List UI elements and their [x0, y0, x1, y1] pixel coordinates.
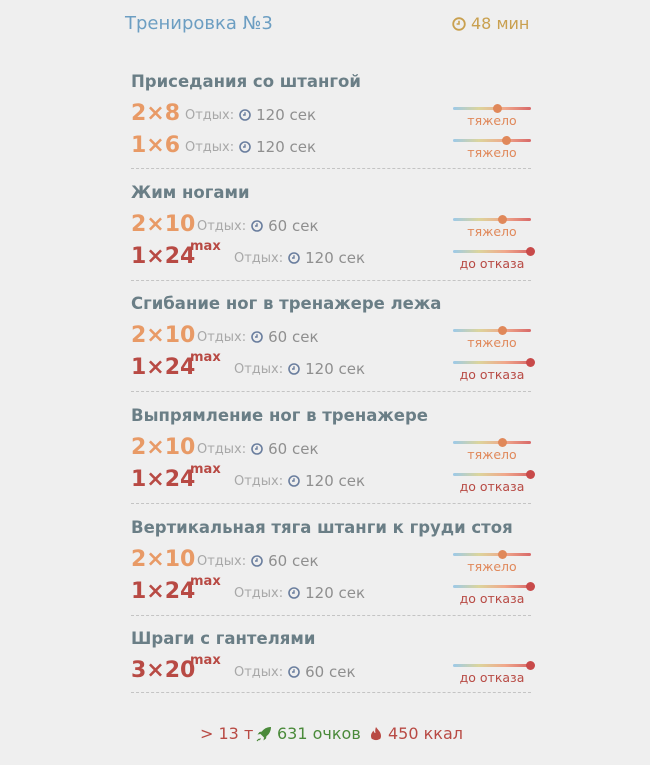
intensity-track	[453, 250, 531, 253]
intensity-label: тяжело	[467, 447, 517, 462]
intensity-track	[453, 139, 531, 142]
tonnage-value: > 13 т	[200, 724, 254, 743]
workout-duration	[452, 14, 529, 33]
max-badge: max	[190, 574, 221, 589]
set-row	[131, 653, 531, 687]
duration-value: 48 мин	[471, 14, 530, 33]
page-title: Тренировка №3	[125, 13, 273, 34]
tonnage-summary	[200, 724, 253, 743]
intensity-knob[interactable]	[526, 661, 535, 670]
clock-icon	[251, 555, 263, 567]
exercise-name: Приседания со штангой	[131, 72, 361, 91]
intensity-indicator[interactable]	[453, 470, 533, 496]
max-badge: max	[190, 653, 221, 668]
intensity-track	[453, 664, 531, 667]
flame-icon	[369, 726, 383, 742]
rest-label: Отдых:	[197, 553, 247, 569]
rest-info	[197, 217, 319, 235]
clock-icon	[288, 252, 300, 264]
intensity-label: до отказа	[459, 479, 525, 494]
set-row	[131, 462, 531, 496]
kcal-value: 450 ккал	[388, 724, 463, 743]
rest-info	[234, 249, 365, 267]
intensity-knob[interactable]	[526, 358, 535, 367]
intensity-indicator[interactable]	[453, 104, 533, 130]
rest-value: 60 сек	[268, 440, 319, 458]
set-row	[131, 100, 531, 130]
intensity-label: до отказа	[459, 670, 525, 685]
divider	[131, 391, 531, 392]
rest-value: 120 сек	[305, 472, 366, 490]
divider	[131, 615, 531, 616]
rest-info	[197, 328, 319, 346]
set-row	[131, 239, 531, 273]
intensity-knob[interactable]	[526, 247, 535, 256]
rest-value: 60 сек	[268, 217, 319, 235]
workout-summary	[0, 720, 650, 750]
set-reps: 2×8	[131, 101, 181, 126]
intensity-knob[interactable]	[502, 136, 511, 145]
intensity-track	[453, 218, 531, 221]
set-row	[131, 132, 531, 162]
points-value: 631 очков	[277, 724, 361, 743]
rest-value: 120 сек	[305, 249, 366, 267]
intensity-indicator[interactable]	[453, 582, 533, 608]
exercise-name: Выпрямление ног в тренажере	[131, 406, 428, 425]
clock-icon	[288, 666, 300, 678]
rest-label: Отдых:	[234, 361, 284, 377]
rest-info	[234, 360, 365, 378]
exercise-name: Вертикальная тяга штанги к груди стоя	[131, 518, 513, 537]
rest-info	[234, 472, 365, 490]
exercise-name: Жим ногами	[131, 183, 250, 202]
rest-info	[185, 106, 316, 124]
points-summary	[256, 724, 361, 743]
intensity-indicator[interactable]	[453, 136, 533, 162]
intensity-knob[interactable]	[498, 326, 507, 335]
rest-label: Отдых:	[234, 585, 284, 601]
clock-icon	[452, 17, 466, 31]
rest-label: Отдых:	[234, 473, 284, 489]
intensity-track	[453, 553, 531, 556]
intensity-track	[453, 329, 531, 332]
set-row	[131, 322, 531, 352]
intensity-label: до отказа	[459, 591, 525, 606]
clock-icon	[251, 220, 263, 232]
intensity-knob[interactable]	[498, 215, 507, 224]
set-reps: 2×10	[131, 547, 196, 572]
rocket-icon	[256, 726, 272, 742]
intensity-indicator[interactable]	[453, 215, 533, 241]
clock-icon	[288, 587, 300, 599]
rest-label: Отдых:	[234, 664, 284, 680]
intensity-track	[453, 361, 531, 364]
intensity-label: тяжело	[467, 335, 517, 350]
rest-info	[197, 552, 319, 570]
intensity-knob[interactable]	[498, 550, 507, 559]
rest-value: 60 сек	[305, 663, 356, 681]
rest-value: 60 сек	[268, 552, 319, 570]
rest-info	[234, 584, 365, 602]
set-reps: 1×24	[131, 467, 196, 492]
rest-info	[185, 138, 316, 156]
divider	[131, 503, 531, 504]
set-reps: 1×24	[131, 355, 196, 380]
clock-icon	[288, 363, 300, 375]
rest-value: 120 сек	[256, 138, 317, 156]
rest-label: Отдых:	[185, 139, 235, 155]
rest-label: Отдых:	[197, 218, 247, 234]
intensity-indicator[interactable]	[453, 550, 533, 576]
exercise-name: Шраги с гантелями	[131, 629, 316, 648]
set-row	[131, 434, 531, 464]
rest-value: 120 сек	[256, 106, 317, 124]
intensity-knob[interactable]	[526, 582, 535, 591]
rest-label: Отдых:	[197, 329, 247, 345]
intensity-label: тяжело	[467, 559, 517, 574]
intensity-track	[453, 107, 531, 110]
rest-label: Отдых:	[185, 107, 235, 123]
set-reps: 2×10	[131, 323, 196, 348]
set-row	[131, 350, 531, 384]
set-row	[131, 211, 531, 241]
set-reps: 1×24	[131, 244, 196, 269]
intensity-track	[453, 585, 531, 588]
divider	[131, 168, 531, 169]
intensity-indicator[interactable]	[453, 326, 533, 352]
max-badge: max	[190, 350, 221, 365]
intensity-knob[interactable]	[526, 470, 535, 479]
rest-value: 120 сек	[305, 360, 366, 378]
divider	[131, 692, 531, 693]
intensity-label: тяжело	[467, 145, 517, 160]
intensity-knob[interactable]	[498, 438, 507, 447]
intensity-track	[453, 441, 531, 444]
clock-icon	[239, 141, 251, 153]
rest-value: 120 сек	[305, 584, 366, 602]
intensity-label: до отказа	[459, 367, 525, 382]
intensity-label: тяжело	[467, 113, 517, 128]
max-badge: max	[190, 239, 221, 254]
rest-label: Отдых:	[234, 250, 284, 266]
divider	[131, 280, 531, 281]
set-reps: 2×10	[131, 212, 196, 237]
intensity-label: тяжело	[467, 224, 517, 239]
intensity-indicator[interactable]	[453, 438, 533, 464]
workout-header	[0, 0, 650, 50]
rest-label: Отдых:	[197, 441, 247, 457]
clock-icon	[288, 475, 300, 487]
intensity-indicator[interactable]	[453, 247, 533, 273]
intensity-knob[interactable]	[493, 104, 502, 113]
clock-icon	[251, 443, 263, 455]
intensity-track	[453, 473, 531, 476]
rest-value: 60 сек	[268, 328, 319, 346]
max-badge: max	[190, 462, 221, 477]
set-reps: 1×6	[131, 133, 181, 158]
intensity-indicator[interactable]	[453, 358, 533, 384]
set-row	[131, 574, 531, 608]
intensity-label: до отказа	[459, 256, 525, 271]
exercise-name: Сгибание ног в тренажере лежа	[131, 294, 442, 313]
rest-info	[234, 663, 356, 681]
rest-info	[197, 440, 319, 458]
clock-icon	[239, 109, 251, 121]
set-reps: 2×10	[131, 435, 196, 460]
clock-icon	[251, 331, 263, 343]
set-row	[131, 546, 531, 576]
set-reps: 3×20	[131, 658, 196, 683]
intensity-indicator[interactable]	[453, 661, 533, 687]
kcal-summary	[369, 724, 463, 743]
set-reps: 1×24	[131, 579, 196, 604]
